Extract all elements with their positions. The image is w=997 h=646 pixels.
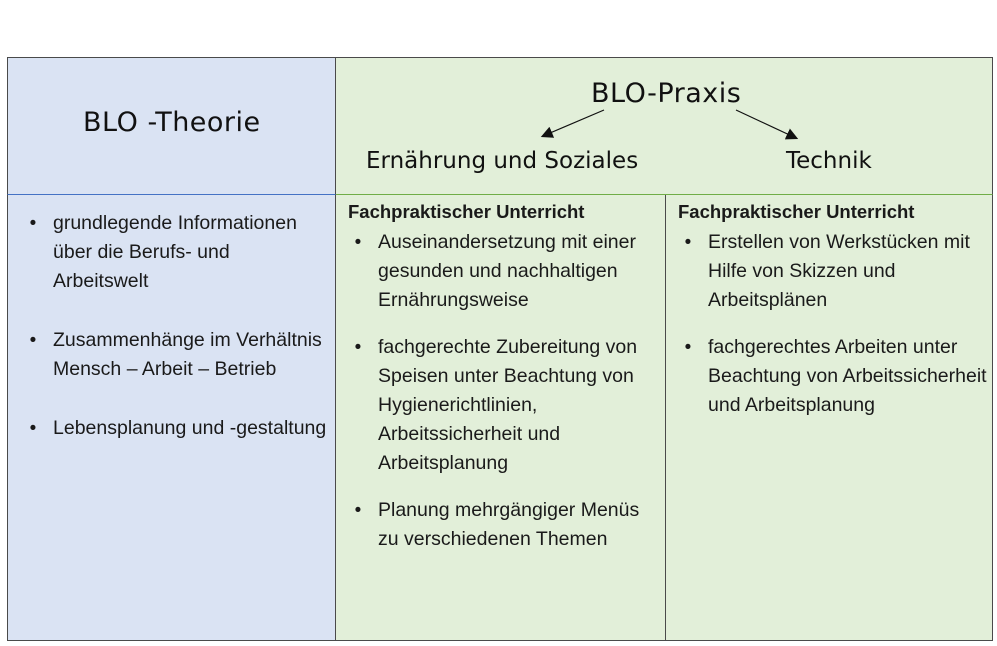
bullet-icon: • [354,500,362,521]
arrow-left-icon [543,110,604,136]
list-item: • Erstellen von Werkstücken mit Hilfe von Skizzen und Arbeitsplänen [678,228,990,315]
bullet-icon: • [29,418,37,439]
theory-title: BLO -Theorie [83,107,261,138]
bullet-icon: • [684,232,692,253]
list-item: • fachgerechtes Arbeiten unter Beachtung von Arbeitssicherheit und Arbeitsplanung [678,333,990,420]
list-item: • grundlegende Informationen über die Berufs- und Arbeitswelt [23,209,328,296]
list-item: • Lebensplanung und -gestaltung [23,414,328,443]
praxis-header-cell [336,57,993,195]
technik-heading: Fachpraktischer Unterricht [678,201,915,222]
bullet-icon: • [684,337,692,358]
theory-list [23,209,328,473]
list-item: • fachgerechte Zubereitung von Speisen unter Beachtung von Hygienerichtlinien, Arbeitssicherheit und Arbeitsplanung [348,333,660,478]
list-item: • Zusammenhänge im Verhältnis Mensch – Arbeit – Betrieb [23,326,328,384]
list-item: • Auseinandersetzung mit einer gesunden und nachhaltigen Ernährungsweise [348,228,660,315]
bullet-icon: • [354,232,362,253]
praxis-title: BLO-Praxis [591,78,742,109]
ernaehrung-title: Ernährung und Soziales [366,148,639,174]
technik-list [678,228,990,438]
theory-content-cell [7,195,336,641]
bullet-icon: • [354,337,362,358]
arrow-right-icon [736,110,796,138]
branch-arrows [336,58,993,196]
theory-header-cell [7,57,336,195]
ernaehrung-heading: Fachpraktischer Unterricht [348,201,585,222]
list-item: • Planung mehrgängiger Menüs zu verschiedenen Themen [348,496,660,554]
bullet-icon: • [29,330,37,351]
ernaehrung-list [348,228,660,572]
bullet-icon: • [29,213,37,234]
technik-title: Technik [786,148,872,174]
blo-overview-table [7,57,993,641]
technik-content-cell [666,195,993,641]
ernaehrung-content-cell [336,195,666,641]
